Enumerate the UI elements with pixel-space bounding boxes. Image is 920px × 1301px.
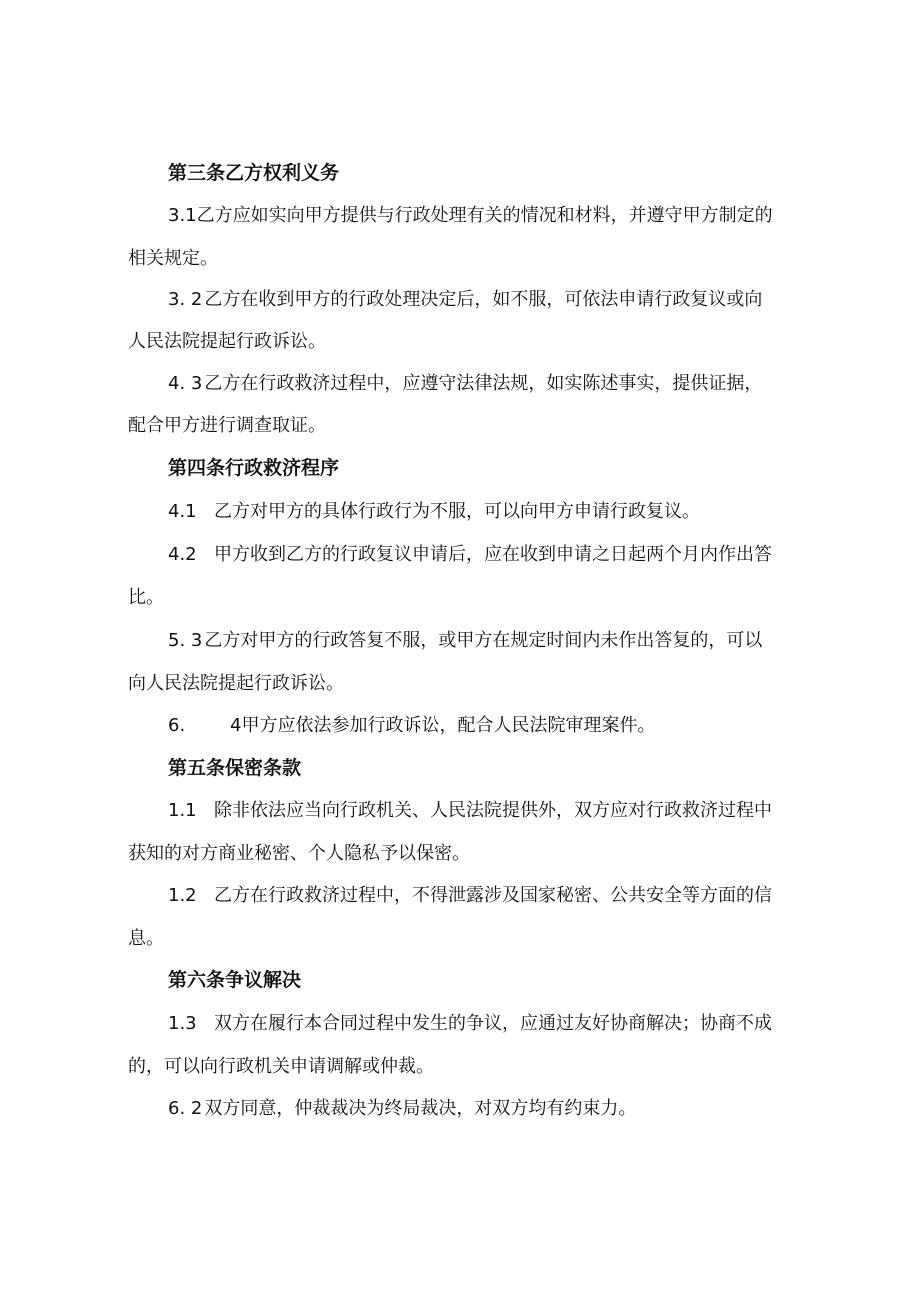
paragraph-line: 的，可以向行政机关申请调解或仲裁。 [128,1056,434,1077]
section-heading: 第五条保密条款 [168,757,302,779]
clause-number: 4. 3 [168,373,203,394]
clause-text: 除非依法应当向行政机关、人民法院提供外，双方应对行政救济过程中 [214,800,772,821]
clause-text: 乙方在收到甲方的行政处理决定后，如不服，可依法申请行政复议或向 [204,289,763,310]
clause-text: 乙方应如实向甲方提供与行政处理有关的情况和材料，并遵守甲方制定的 [196,205,773,226]
clause-text: 双方同意，仲裁裁决为终局裁决，对双方均有约束力。 [204,1098,637,1119]
paragraph-line [168,799,772,823]
clause-text: 甲方收到乙方的行政复议申请后，应在收到申请之日起两个月内作出答 [214,544,772,565]
paragraph-line [168,1097,636,1121]
clause-number: 3. 2 [168,289,203,310]
paragraph-line [168,543,772,567]
paragraph-line: 获知的对方商业秘密、个人隐私予以保密。 [128,843,470,864]
clause-number: 5. 3 [168,630,203,651]
paragraph-line [168,372,762,396]
clause-number: 3.1 [168,205,197,226]
clause-text: 双方在履行本合同过程中发生的争议，应通过友好协商解决；协商不成 [214,1013,772,1034]
clause-text: 乙方在行政救济过程中，不得泄露涉及国家秘密、公共安全等方面的信 [214,885,772,906]
paragraph-line [168,884,772,908]
clause-text: 甲方应依法参加行政诉讼，配合人民法院审理案件。 [241,715,656,736]
paragraph-line [168,629,762,653]
section-heading: 第三条乙方权利义务 [168,162,340,184]
section-heading: 第四条行政救济程序 [168,457,340,479]
clause-text: 乙方在行政救济过程中，应遵守法律法规，如实陈述事实，提供证据， [204,373,763,394]
paragraph-line: 向人民法院提起行政诉讼。 [128,673,344,694]
paragraph-line [168,714,655,738]
paragraph-line [168,1012,772,1036]
clause-number: 4.1 [168,501,197,522]
paragraph-line: 人民法院提起行政诉讼。 [128,331,326,352]
clause-text: 乙方对甲方的行政答复不服，或甲方在规定时间内未作出答复的，可以 [204,630,763,651]
paragraph-line: 相关规定。 [128,248,218,269]
paragraph-line: 息。 [128,928,164,949]
clause-number: 4.2 [168,544,197,565]
paragraph-line [168,204,773,228]
clause-subnumber: 4 [230,715,242,736]
paragraph-line [168,500,700,524]
clause-number: 6. 2 [168,1098,203,1119]
clause-number: 6. [168,715,186,736]
paragraph-line: 配合甲方进行调查取证。 [128,415,326,436]
paragraph-line [168,288,762,312]
clause-number: 1.3 [168,1013,197,1034]
section-heading: 第六条争议解决 [168,969,302,991]
clause-number: 1.1 [168,800,197,821]
paragraph-line: 比。 [128,587,164,608]
clause-text: 乙方对甲方的具体行政行为不服，可以向甲方申请行政复议。 [214,501,700,522]
clause-number: 1.2 [168,885,197,906]
